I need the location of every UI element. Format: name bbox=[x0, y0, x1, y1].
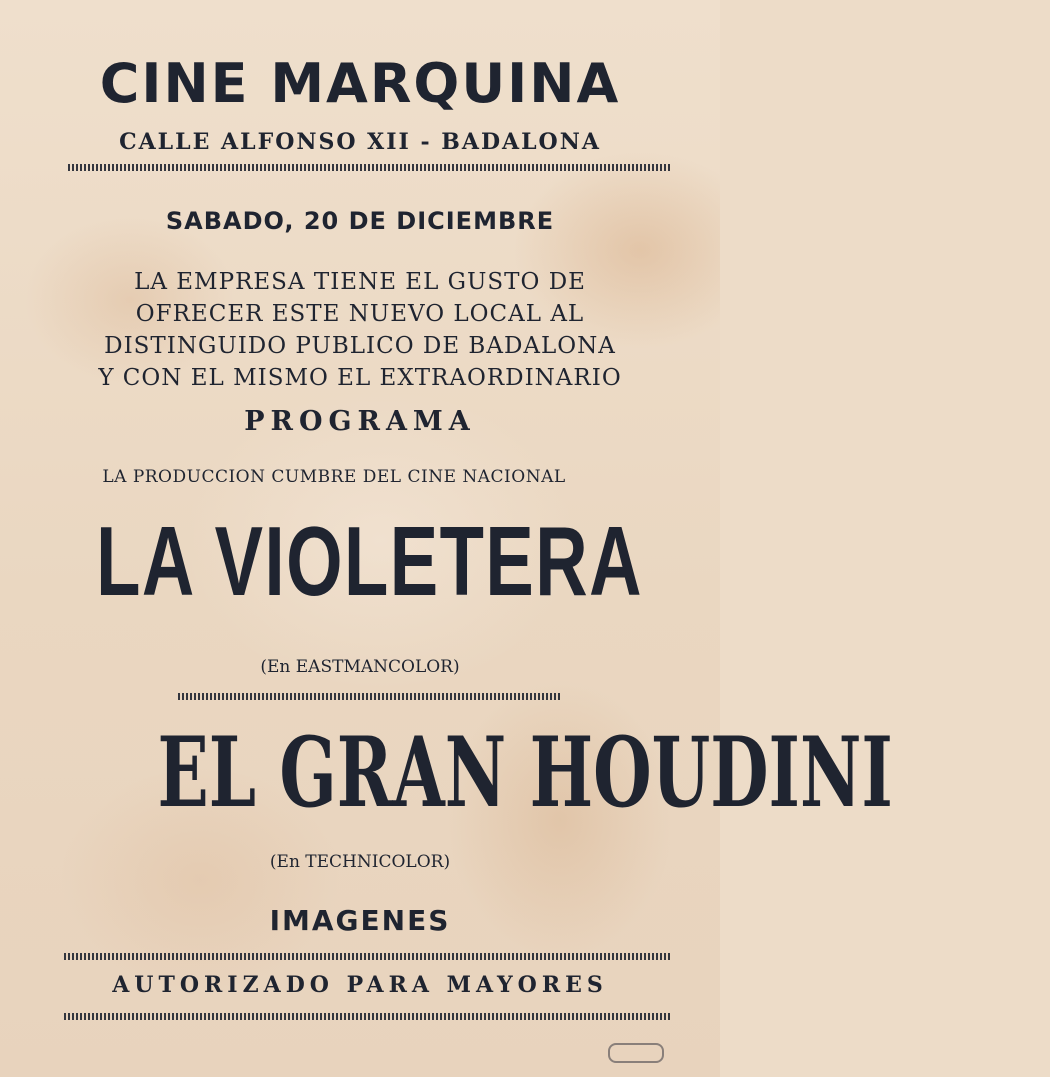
film-title-text: LA VIOLETERA bbox=[96, 506, 643, 616]
intro-line: DISTINGUIDO PUBLICO DE BADALONA bbox=[104, 333, 616, 359]
film-title-text: EL GRAN HOUDINI bbox=[157, 716, 893, 829]
dotted-rule bbox=[178, 693, 560, 700]
film-title-la-violetera bbox=[0, 506, 720, 616]
event-date: SABADO, 20 DE DICIEMBRE bbox=[165, 207, 555, 235]
printer-stamp-icon bbox=[608, 1043, 664, 1063]
dotted-rule bbox=[64, 1013, 672, 1020]
intro-line: Y CON EL MISMO EL EXTRAORDINARIO bbox=[98, 365, 622, 391]
dotted-rule bbox=[68, 164, 672, 171]
dotted-rule bbox=[64, 953, 672, 960]
cinema-name: CINE MARQUINA bbox=[99, 52, 621, 115]
film-color-note: (En TECHNICOLOR) bbox=[269, 852, 451, 872]
program-heading: PROGRAMA bbox=[244, 406, 476, 437]
age-rating: AUTORIZADO PARA MAYORES bbox=[112, 972, 608, 998]
intro-line: LA EMPRESA TIENE EL GUSTO DE bbox=[134, 269, 586, 295]
extra-feature: IMAGENES bbox=[269, 904, 451, 937]
film-tagline: LA PRODUCCION CUMBRE DEL CINE NACIONAL bbox=[102, 467, 566, 487]
film-title-el-gran-houdini bbox=[0, 716, 893, 829]
cinema-address: CALLE ALFONSO XII - BADALONA bbox=[119, 129, 601, 155]
film-color-note: (En EASTMANCOLOR) bbox=[260, 657, 460, 677]
intro-line: OFRECER ESTE NUEVO LOCAL AL bbox=[135, 301, 585, 327]
